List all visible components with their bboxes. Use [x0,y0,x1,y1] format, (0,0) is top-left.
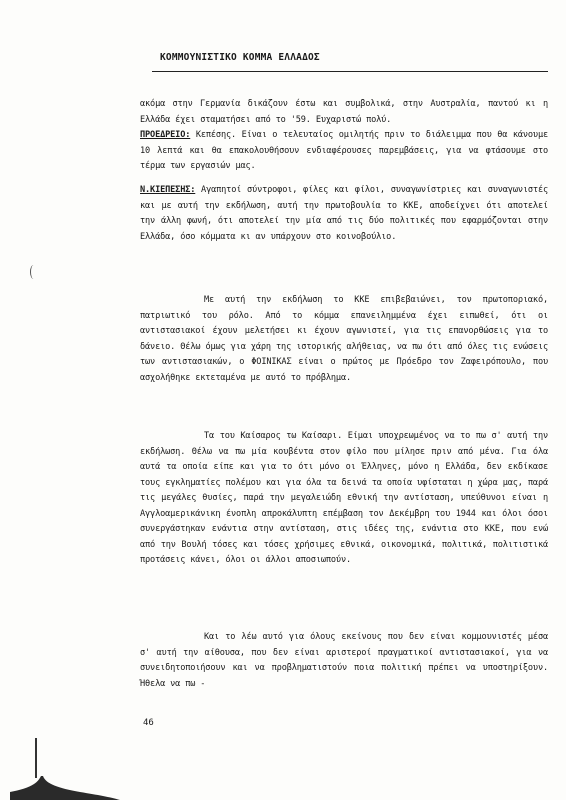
paragraph-presidium [140,128,548,175]
paragraph-continuation [140,97,548,128]
paragraph-text: Τα του Καίσαρος τω Καίσαρι. Είμαι υποχρεωμένος να το πω σ' αυτή την εκδήλωση. Θέλω να πω μία κουβέντα στον φίλο που μίλησε πριν από μένα. Για όλα αυτά τα οποία είπε και για το ότι μόνο οι Έλληνες, μόνο η Ελλάδα, δεν εκδίκασε τους εγκληματίες πολέμου και για όλα τα δεινά τα οποία υφίσταται η χώρα μας, παρά τις μεγάλες θυσίες, παρά την μεγαλειώδη εθνική την αντίσταση, υπεύθυνοι είναι η Αγγλοαμερικάνικη ένοπλη απροκάλυπτη επέμβαση τον Δεκέμβρη του 1944 και όλοι όσοι συνεργάστηκαν ενάντια στην αντίσταση, στις ιδέες της, ενάντια στο ΚΚΕ, που ενώ από την Βουλή τόσες και τόσες χρήσιμες εθνικά, οικονομικά, πολιτικά, πολιτιστικά προτάσεις κάνει, όλοι οι άλλοι αποσιωπούν. [140,431,548,565]
paragraph-caesar [140,429,548,569]
paragraph-text: Και το λέω αυτό για όλους εκείνους που δεν είναι κομμουνιστές μέσα σ' αυτή την αίθουσα, που δεν είναι αριστεροί πραγματικοί αντιστασιακοί, για να συνειδητοποιήσουν και να προβληματιστούν ποια πολιτική πρέπει να υποστηρίξουν. Ήθελα να πω - [140,632,548,689]
page-number: 46 [143,718,154,728]
paragraph-text: Με αυτή την εκδήλωση το ΚΚΕ επιβεβαιώνει, τον πρωτοποριακό, πατριωτικό του ρόλο. Από το κόμμα επανειλημμένα έχει ειπωθεί, ότι οι αντιστασιακοί έχουν μελετήσει κι έχουν αγωνιστεί, για τις επανορθώσεις για το δάνειο. Θέλω όμως για χάρη της ιστορικής αλήθειας, να πω ότι από όλες τις ενώσεις των αντιστασιακών, ο ΦΟΙΝΙΚΑΣ είναι ο πρώτος με Πρόεδρο τον Ζαφειρόπουλο, που ασχολήθηκε εκτεταμένα με αυτό το πρόβλημα. [140,295,548,383]
speaker-label: Ν.ΚΙΕΠΕΣΗΣ: [140,185,196,195]
paragraph-kiepesis [140,183,548,245]
document-header: ΚΟΜΜΟΥΝΙΣΤΙΚΟ ΚΟΜΜΑ ΕΛΛΑΔΟΣ [160,52,320,63]
paragraph-text: Κεπέσης. Είναι ο τελευταίος ομιλητής πριν το διάλειμμα που θα κάνουμε 10 λεπτά και θα επακολουθήσουν ενδιαφέρουσες παρεμβάσεις, για να φτάσουμε στο τέρμα των εργασιών μας. [140,130,548,171]
paragraph-text: ακόμα στην Γερμανία δικάζουν έστω και συμβολικά, στην Αυστραλία, παντού κι η Ελλάδα έχει σταματήσει από το '59. Ευχαριστώ πολύ. [140,99,548,125]
paragraph-kke-role [140,293,548,386]
scan-mark [30,265,37,279]
paragraph-text: Αγαπητοί σύντροφοι, φίλες και φίλοι, συναγωνίστριες και συναγωνιστές και με αυτή την εκδήλωση, αυτή την πρωτοβουλία το ΚΚΕ, αποδείχνει ότι αποτελεί την άλλη φωνή, ότι αποτελεί την μία από τις δύο πολιτικές που εφαρμόζονται στην Ελλάδα, όσο κόμματα κι αν υπάρχουν στο κοινοβούλιο. [140,185,548,242]
header-rule [152,71,548,72]
scan-shadow-artifact [10,770,120,800]
speaker-label: ΠΡΟΕΔΡΕΙΟ: [140,130,191,140]
paragraph-closing [140,630,548,692]
